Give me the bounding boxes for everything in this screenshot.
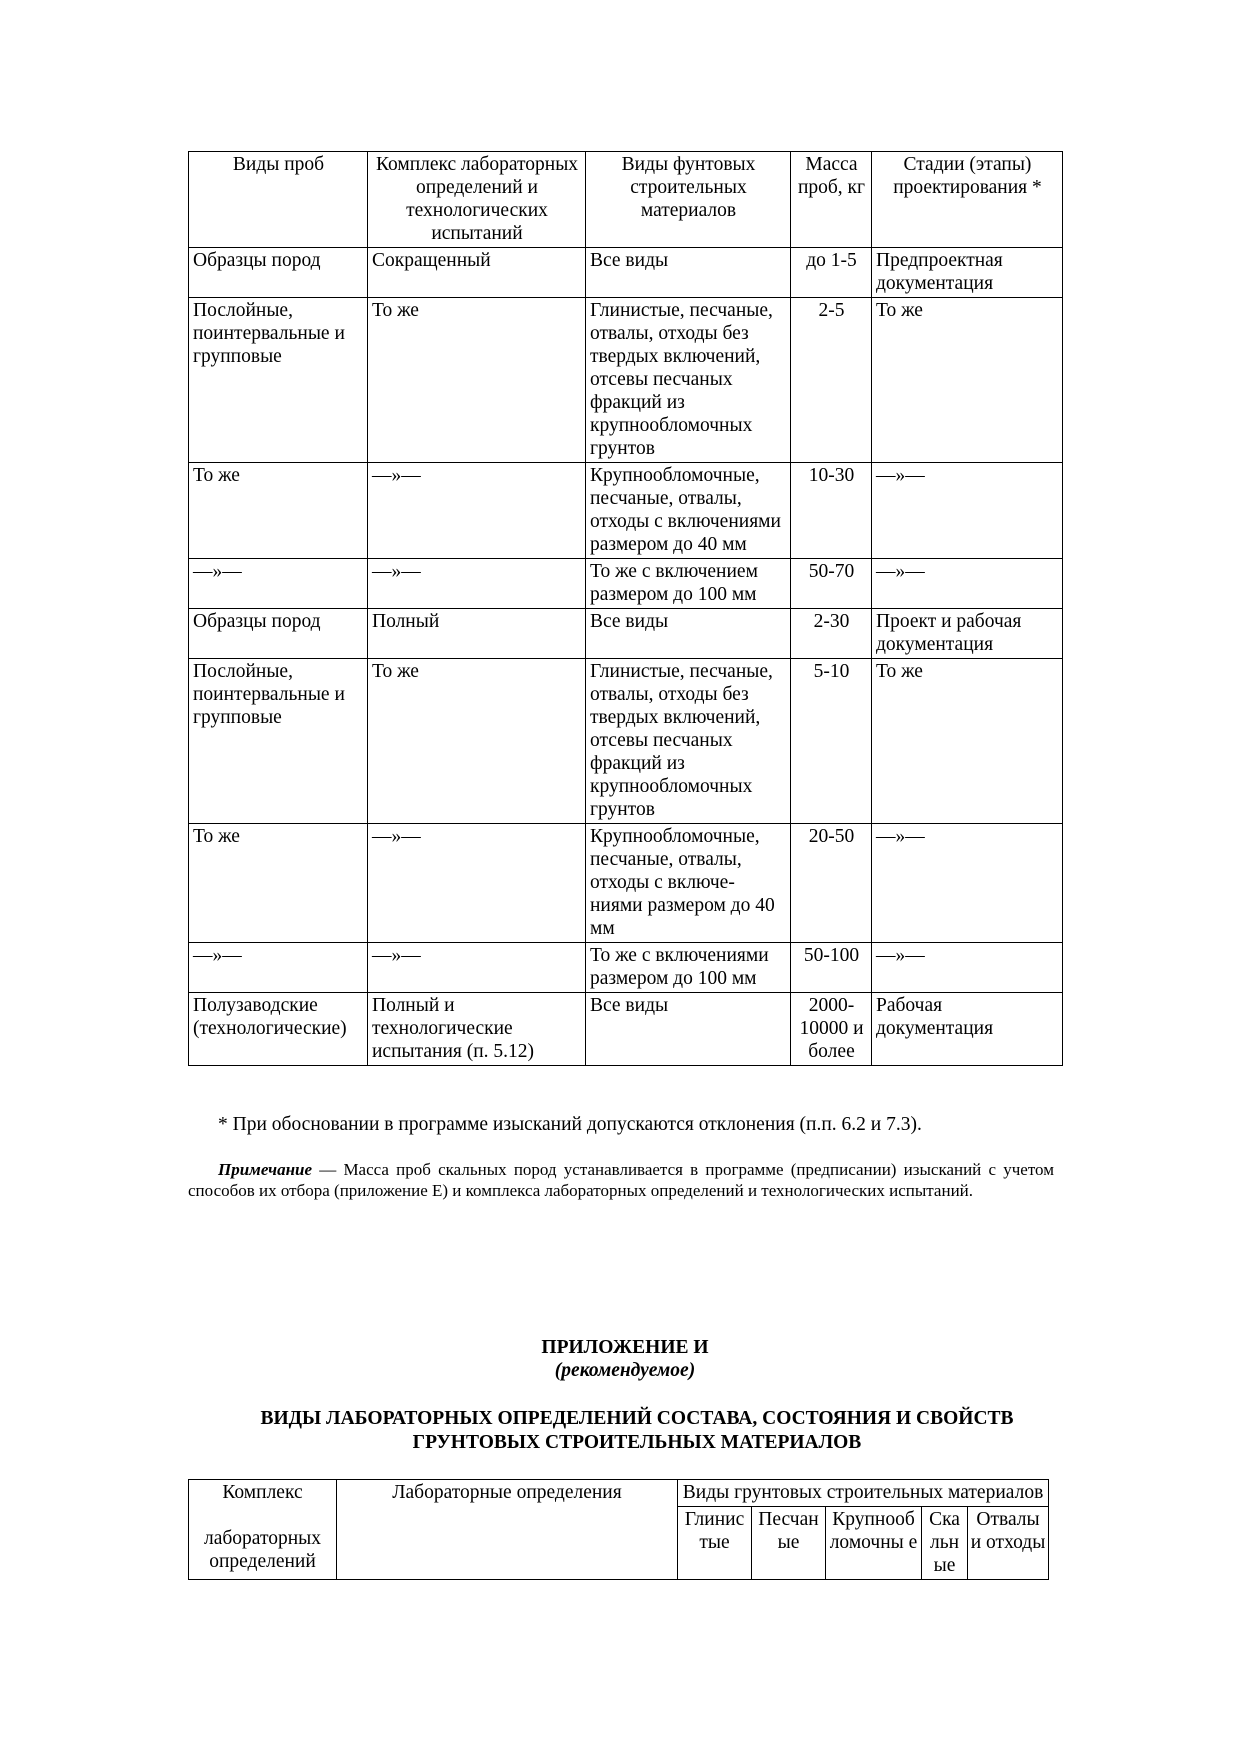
table-row	[189, 943, 1063, 993]
subheader-clay: Глинис тые	[678, 1507, 752, 1580]
header-lab-complex	[189, 1480, 337, 1580]
header-lab-determinations: Лабораторные определения	[337, 1480, 678, 1580]
cell-material: Все виды	[586, 609, 791, 659]
header-lab-complex-bottom: лабораторных определений	[203, 1528, 321, 1572]
cell-material: То же с включениями размером до 100 мм	[586, 943, 791, 993]
cell-stage: —»—	[872, 943, 1063, 993]
cell-mass: 50-70	[791, 559, 872, 609]
cell-material: Все виды	[586, 248, 791, 298]
note-text: — Масса проб скальных пород устанавливается в программе (предписании) изысканий с учетом способов их отбора (приложение Е) и комплекса лабораторных определений и технологических испытаний.	[188, 1160, 1054, 1200]
cell-sample-type: То же	[189, 824, 368, 943]
subheader-waste: Отвалы и отходы	[968, 1507, 1049, 1580]
cell-material: То же с включением размером до 100 мм	[586, 559, 791, 609]
cell-complex: Полный	[368, 609, 586, 659]
header-lab-complex: Комплекс лабораторных определений и технологических испытаний	[368, 152, 586, 248]
subheader-rock: Ска льн ые	[922, 1507, 968, 1580]
header-material-group: Виды грунтовых строительных материалов	[678, 1480, 1049, 1507]
cell-material: Глинистые, песчаные, отвалы, отходы без твердых включений, отсевы песчаных фракций из крупнообломочных грунтов	[586, 659, 791, 824]
cell-complex: То же	[368, 298, 586, 463]
table-row	[189, 248, 1063, 298]
cell-mass: 2-30	[791, 609, 872, 659]
cell-stage: —»—	[872, 559, 1063, 609]
note-paragraph	[188, 1160, 1054, 1201]
cell-material: Глинистые, песчаные, отвалы, отходы без твердых включений, отсевы песчаных фракций из крупнообломочных грунтов	[586, 298, 791, 463]
header-material-types: Виды фунтовых строительных материалов	[586, 152, 791, 248]
cell-stage: Предпроектная документация	[872, 248, 1063, 298]
cell-complex: —»—	[368, 824, 586, 943]
cell-complex: Сокращенный	[368, 248, 586, 298]
cell-mass: 10-30	[791, 463, 872, 559]
cell-sample-type: Послойные, поинтервальные и групповые	[189, 298, 368, 463]
sample-mass-table	[188, 151, 1063, 1066]
cell-sample-type: Послойные, поинтервальные и групповые	[189, 659, 368, 824]
subheader-coarse: Крупнооб ломочны е	[826, 1507, 922, 1580]
cell-stage: То же	[872, 659, 1063, 824]
cell-stage: Рабочая документация	[872, 993, 1063, 1066]
cell-stage: —»—	[872, 824, 1063, 943]
appendix-heading: ВИДЫ ЛАБОРАТОРНЫХ ОПРЕДЕЛЕНИЙ СОСТАВА, СОСТОЯНИЯ И СВОЙСТВ ГРУНТОВЫХ СТРОИТЕЛЬНЫХ МАТЕРИАЛОВ	[260, 1408, 1014, 1453]
cell-material: Крупнообломочные, песчаные, отвалы, отходы с включениями размером до 40 мм	[586, 463, 791, 559]
table-row	[189, 609, 1063, 659]
cell-complex: То же	[368, 659, 586, 824]
cell-sample-type: —»—	[189, 559, 368, 609]
cell-sample-type: Образцы пород	[189, 248, 368, 298]
header-design-stages: Стадии (этапы) проектирования *	[872, 152, 1063, 248]
cell-complex: —»—	[368, 943, 586, 993]
cell-sample-type: Полузаводские (технологические)	[189, 993, 368, 1066]
cell-sample-type: Образцы пород	[189, 609, 368, 659]
footnote: * При обосновании в программе изысканий допускаются отклонения (п.п. 6.2 и 7.3).	[218, 1114, 922, 1135]
header-lab-complex-top: Комплекс	[222, 1482, 303, 1503]
cell-sample-type: —»—	[189, 943, 368, 993]
table-row	[189, 298, 1063, 463]
table-row	[189, 463, 1063, 559]
cell-mass: до 1-5	[791, 248, 872, 298]
table-header-row	[189, 152, 1063, 248]
cell-mass: 2000-10000 и более	[791, 993, 872, 1066]
cell-material: Крупнообломочные, песчаные, отвалы, отходы с включе-ниями размером до 40 мм	[586, 824, 791, 943]
spacer	[191, 1504, 334, 1527]
cell-stage: То же	[872, 298, 1063, 463]
cell-mass: 50-100	[791, 943, 872, 993]
cell-complex: —»—	[368, 559, 586, 609]
table-row	[189, 559, 1063, 609]
cell-mass: 20-50	[791, 824, 872, 943]
table-row	[189, 659, 1063, 824]
note-label: Примечание	[218, 1160, 313, 1179]
appendix-title: ПРИЛОЖЕНИЕ И	[541, 1337, 709, 1358]
table-header-row	[189, 1480, 1049, 1507]
table-row	[189, 824, 1063, 943]
cell-mass: 5-10	[791, 659, 872, 824]
appendix-subtitle: (рекомендуемое)	[554, 1360, 696, 1381]
table-row	[189, 993, 1063, 1066]
cell-stage: —»—	[872, 463, 1063, 559]
cell-stage: Проект и рабочая документация	[872, 609, 1063, 659]
cell-complex: Полный и технологические испытания (п. 5.12)	[368, 993, 586, 1066]
header-sample-mass: Масса проб, кг	[791, 152, 872, 248]
cell-material: Все виды	[586, 993, 791, 1066]
lab-determinations-table	[188, 1479, 1049, 1580]
cell-mass: 2-5	[791, 298, 872, 463]
cell-sample-type: То же	[189, 463, 368, 559]
header-sample-types: Виды проб	[189, 152, 368, 248]
subheader-sand: Песчан ые	[752, 1507, 826, 1580]
cell-complex: —»—	[368, 463, 586, 559]
